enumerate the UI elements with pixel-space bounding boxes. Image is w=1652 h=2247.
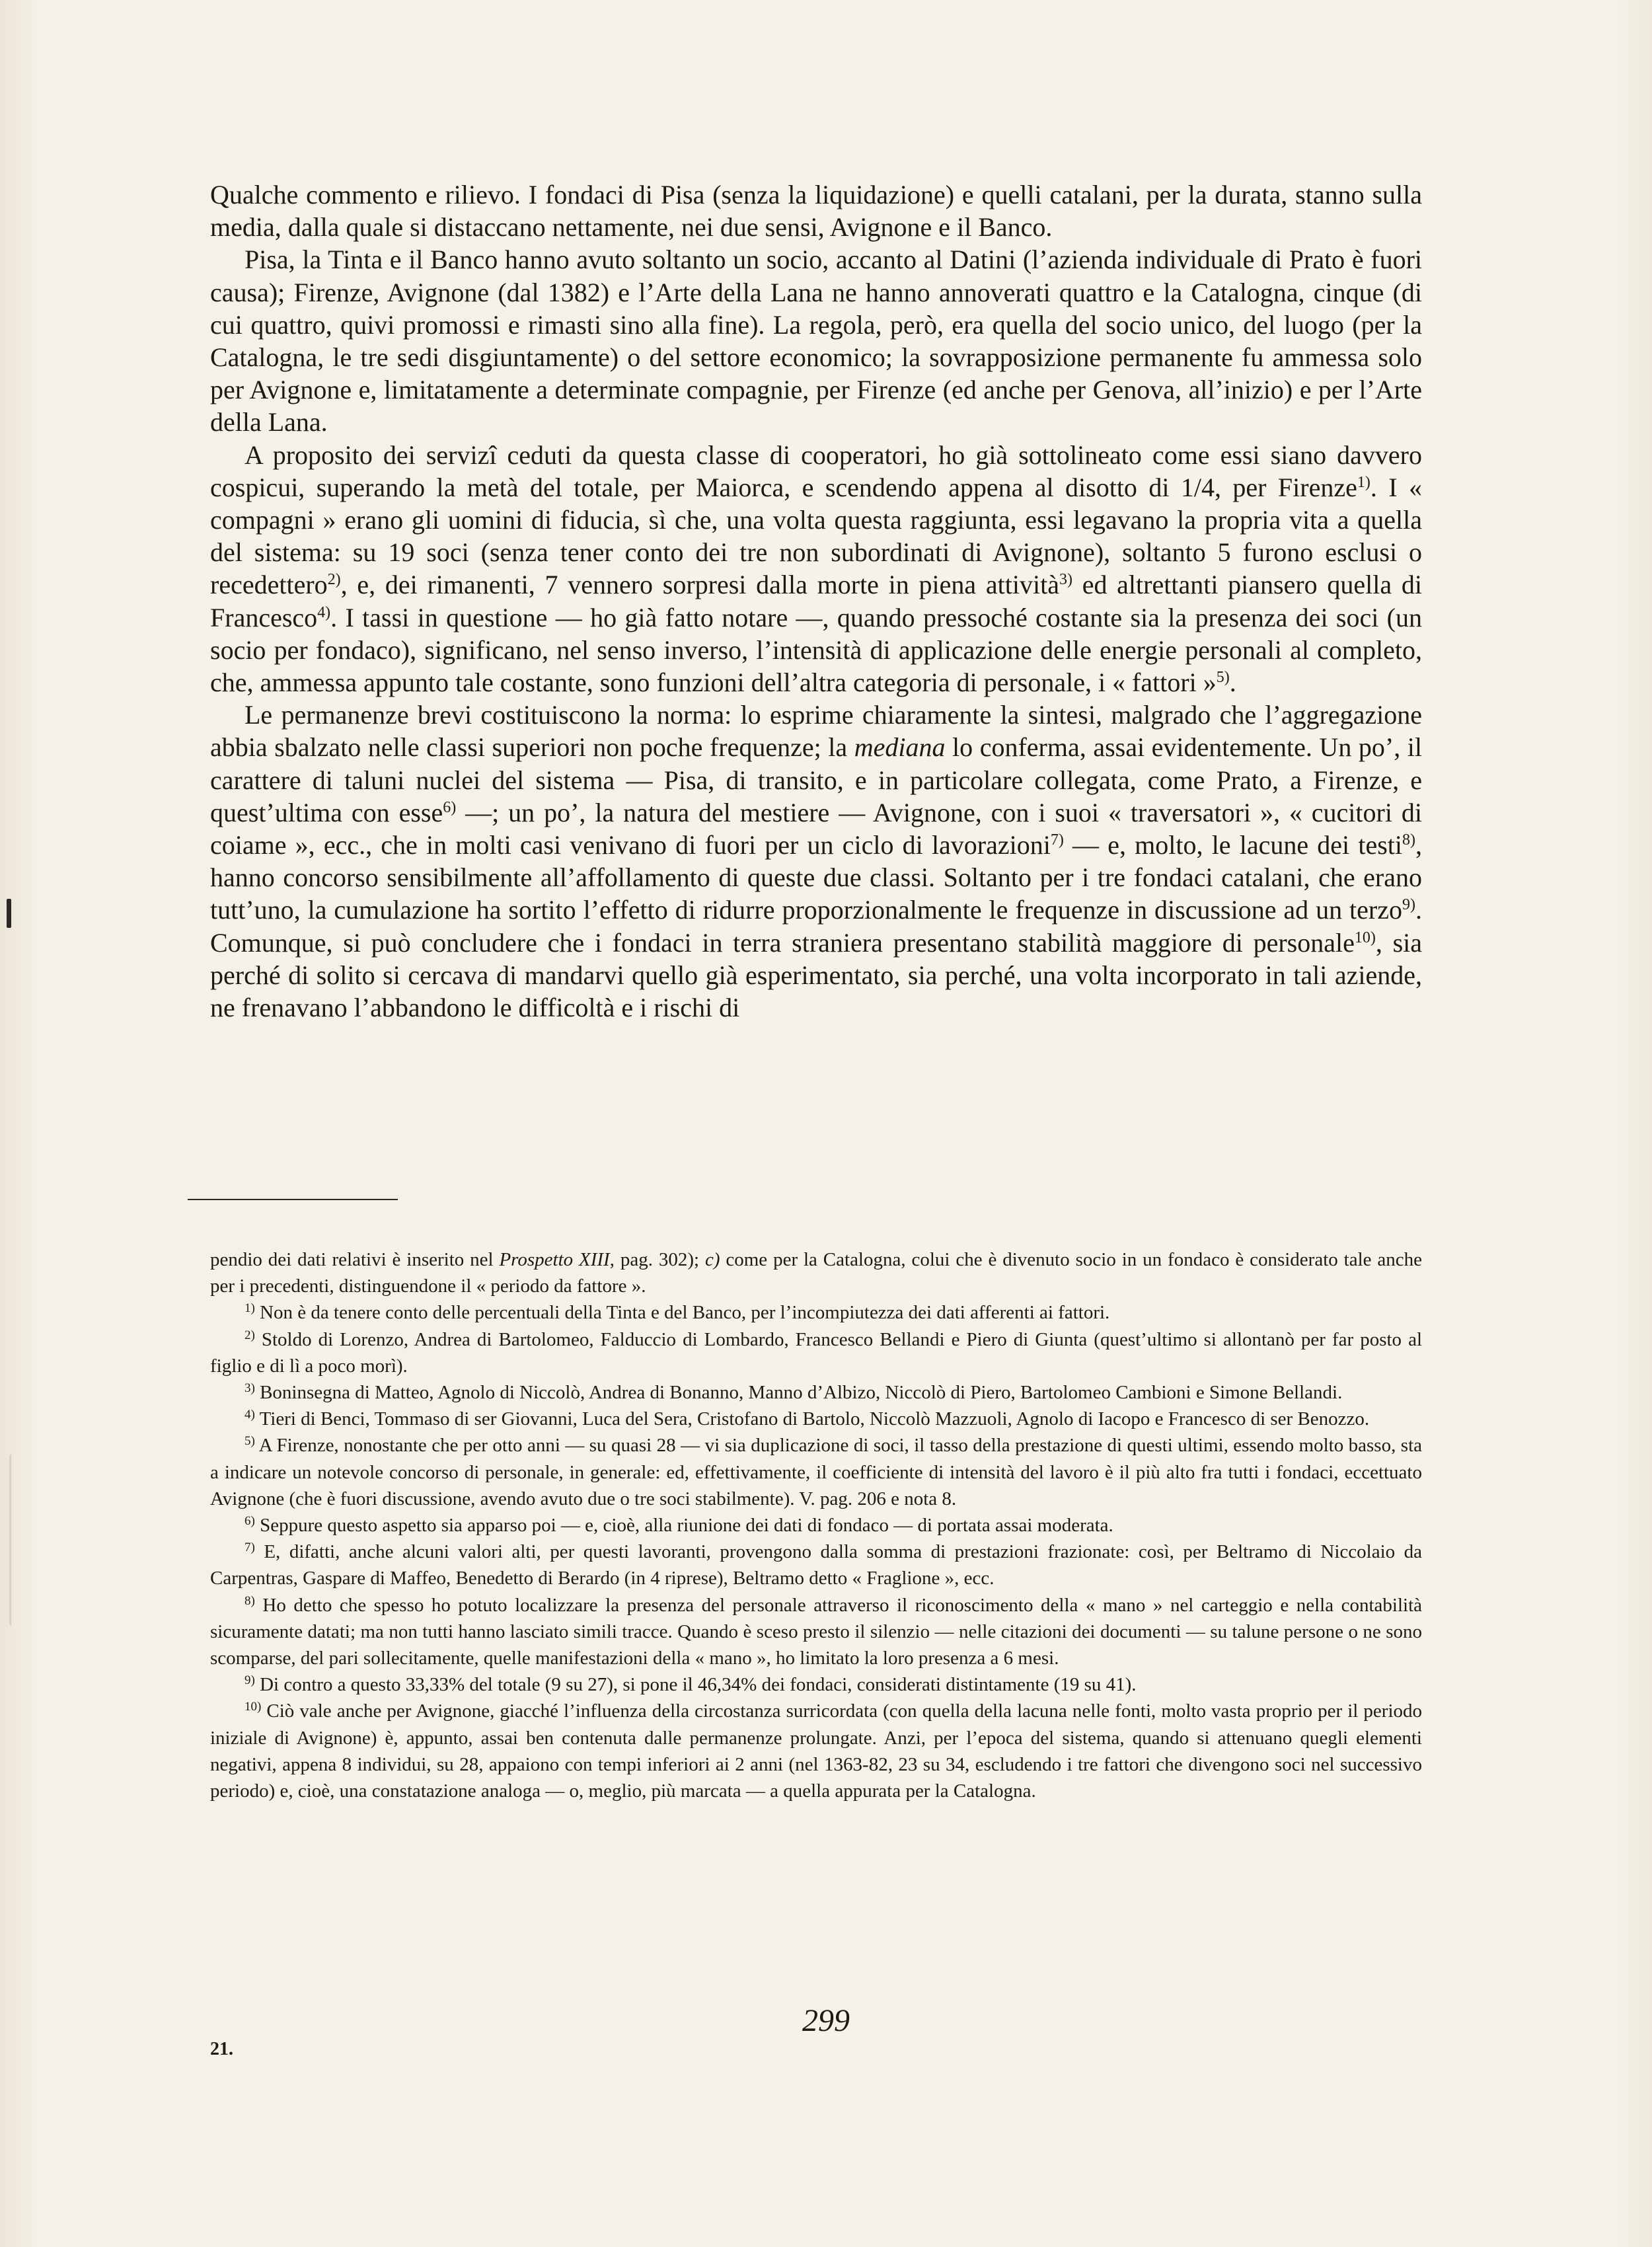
footnote-text: Stoldo di Lorenzo, Andrea di Bartolomeo, Falduccio di Lombardo, Francesco Bellandi e Piero di Giunta (quest’ultimo si allontanò per far posto al figlio e di lì a poco morì). bbox=[210, 1328, 1422, 1377]
paragraph-text: . I tassi in questione — ho già fatto notare —, quando pressoché costante sia la presenza dei soci (un socio per fondaco), significano, nel senso inverso, l’intensità di applicazione delle energie personali al completo, che, ammessa appunto tale costante, sono funzioni dell’altra categoria di personale, i « fattori » bbox=[210, 602, 1422, 698]
footnote-ref[interactable]: 3) bbox=[1059, 571, 1072, 589]
footnote-ref[interactable]: 4) bbox=[317, 603, 331, 621]
paragraph-3 bbox=[210, 439, 1422, 699]
main-text bbox=[210, 178, 1422, 1024]
footnote-text: E, difatti, anche alcuni valori alti, per questi lavoranti, provengono dalla somma di prestazioni frazionate: così, per Beltramo di Niccolaio da Carpentras, Gaspare di Maffeo, Benedetto di Berardo (in 4 riprese), Beltramo detto « Fraglione », ecc. bbox=[210, 1541, 1423, 1589]
footnote-mark: 9) bbox=[244, 1673, 255, 1688]
fraction: 1/4, bbox=[1180, 472, 1221, 502]
paragraph-text: . I « compagni » erano gli uomini di fiducia, sì che, una volta questa raggiunta, essi legavano la propria vita a quella del sistema: su 19 soci (senza tener conto dei tre non subordinati di Avignone), soltanto 5 furono esclusi o recedettero bbox=[210, 472, 1423, 600]
paragraph-text: Pisa, la Tinta e il Banco hanno avuto soltanto un socio, accanto al Datini (l’azienda individuale di Prato è fuori causa); Firenze, Avignone (dal 1382) e l’Arte della Lana ne hanno annoverati quattro e la Catalogna, cinque (di cui quattro, quivi promossi e rimasti sino alla fine). La regola, però, era quella del socio unico, del luogo (per la Catalogna, le tre sedi disgiuntamente) o del settore economico; la sovrapposizione permanente fu ammessa solo per Avignone e, limitatamente a determinate compagnie, per Firenze (ed anche per Genova, all’inizio) e per l’Arte della Lana. bbox=[210, 245, 1422, 438]
paragraph-text: Qualche commento e rilievo. I fondaci di Pisa (senza la liquidazione) e quelli catalani, per la durata, stanno sulla media, dalla quale si distaccano nettamente, nei due sensi, Avignone e il Banco. bbox=[210, 180, 1422, 243]
footnote-mark: 6) bbox=[244, 1514, 255, 1529]
signature-mark: 21. bbox=[210, 2039, 233, 2059]
footnote-2 bbox=[210, 1326, 1422, 1379]
paragraph-text: . Comunque, si può concludere che i fondaci in terra straniera presentano stabilità maggiore di personale bbox=[210, 895, 1422, 958]
footnote-text: Non è da tenere conto delle percentuali della Tinta e del Banco, per l’incompiutezza dei dati afferenti ai fattori. bbox=[260, 1302, 1110, 1324]
footnote-6 bbox=[210, 1512, 1422, 1539]
paragraph-text: A proposito dei servizî ceduti da questa classe di cooperatori, ho già sottolineato come essi siano davvero cospicui, superando la metà del totale, per Maiorca, e scendendo appena al disotto di bbox=[210, 439, 1422, 502]
footnote-7 bbox=[210, 1539, 1422, 1591]
paragraph-text: Le permanenze brevi costituiscono la norma: lo esprime chiaramente la sintesi, malgrado che l’aggregazione abbia sbalzato nelle classi superiori non poche frequenze; la bbox=[210, 700, 1422, 763]
footnote-ref[interactable]: 1) bbox=[1357, 473, 1370, 491]
footnote-ref[interactable]: 8) bbox=[1402, 831, 1415, 849]
binding-thread bbox=[9, 1454, 15, 1626]
footnote-1 bbox=[210, 1299, 1422, 1326]
paragraph-text: , hanno concorso sensibilmente all’affollamento di queste due classi. Soltanto per i tre fondaci catalani, che erano tutt’uno, la cumulazione ha sortito l’effetto di ridurre proporzionalmente le frequenze in discussione ad un terzo bbox=[210, 830, 1422, 925]
page-number: 299 bbox=[802, 2003, 850, 2038]
footnote-text: Di contro a questo 33,33% del totale (9 su 27), si pone il 46,34% dei fondaci, considerati distintamente (19 su 41). bbox=[260, 1674, 1137, 1696]
footnote-text: Tieri di Benci, Tommaso di ser Giovanni, Luca del Sera, Cristofano di Bartolo, Niccolò Mazzuoli, Agnolo di Iacopo e Francesco di ser Benozzo. bbox=[259, 1408, 1370, 1430]
footnote-5 bbox=[210, 1432, 1422, 1512]
footnote-text: come per la Catalogna, colui che è divenuto socio in un fondaco è considerato tale anche per i precedenti, distinguendone il « periodo da fattore ». bbox=[210, 1249, 1422, 1297]
footnote-mark: 1) bbox=[244, 1301, 255, 1316]
paragraph-text: ed altrettanti piansero quella di Francesco bbox=[210, 570, 1423, 632]
footnote-ref[interactable]: 7) bbox=[1050, 831, 1064, 849]
paragraph-4 bbox=[210, 699, 1422, 1024]
paragraph-text: per Firenze bbox=[1232, 472, 1357, 502]
footnote-continuation bbox=[210, 1246, 1422, 1299]
footnote-ref[interactable]: 5) bbox=[1216, 669, 1230, 687]
footnote-text: Boninsegna di Matteo, Agnolo di Niccolò, Andrea di Bonanno, Manno d’Albizo, Niccolò di Piero, Bartolomeo Cambioni e Simone Bellandi. bbox=[260, 1382, 1343, 1404]
paragraph-text: , sia perché di solito si cercava di mandarvi quello già esperimentato, sia perché, una volta incorporato in tali aziende, ne frenavano l’abbandono le difficoltà e i rischi di bbox=[210, 927, 1423, 1023]
paragraph-text: —; un po’, la natura del mestiere — Avignone, con i suoi « traversatori », « cucitori di coiame », ecc., che in molti casi venivano di fuori per un ciclo di lavorazioni bbox=[210, 797, 1423, 860]
paragraph-text: . bbox=[1229, 667, 1236, 698]
footnote-3 bbox=[210, 1379, 1422, 1406]
footnote-mark: 5) bbox=[244, 1434, 255, 1449]
paragraph-text: — e, molto, le lacune dei testi bbox=[1063, 830, 1402, 860]
footnote-divider bbox=[188, 1199, 398, 1200]
footnote-text: Seppure questo aspetto sia apparso poi — e, cioè, alla riunione dei dati di fondaco — di portata assai moderata. bbox=[260, 1515, 1113, 1537]
footnotes bbox=[210, 1246, 1422, 1804]
footnote-9 bbox=[210, 1671, 1422, 1698]
footnote-mark: 3) bbox=[244, 1381, 255, 1396]
footnote-4 bbox=[210, 1406, 1422, 1432]
footnote-text: Ciò vale anche per Avignone, giacché l’influenza della circostanza surricordata (con quella della lacuna nelle fonti, molto vasta proprio per il periodo iniziale di Avignone) è, appunto, assai ben contenuta dalle permanenze prolungate. Anzi, per l’epoca del sistema, quando si attenuano quegli elementi negativi, appena 8 individui, su 28, appaiono con tempi inferiori ai 2 anni (nel 1363-82, 23 su 34, escludendo i tre fattori che divengono soci nel successivo periodo) e, cioè, una constatazione analoga — o, meglio, più marcata — a quella appurata per la Catalogna. bbox=[210, 1700, 1423, 1802]
paragraph-text: lo conferma, assai evidentemente. Un po’, il carattere di taluni nuclei del sistema — Pisa, di transito, e in particolare collegata, come Prato, a Firenze, e quest’ultima con esse bbox=[210, 732, 1422, 827]
footnote-mark: 7) bbox=[244, 1541, 255, 1555]
paragraph-2 bbox=[210, 243, 1422, 438]
footnote-text: , pag. 302); bbox=[609, 1249, 705, 1270]
footnote-ref[interactable]: 2) bbox=[327, 571, 341, 589]
emphasis-mediana: mediana bbox=[854, 732, 946, 763]
footnote-10 bbox=[210, 1698, 1422, 1804]
footnote-ref[interactable]: 6) bbox=[443, 798, 457, 816]
footnote-mark: 2) bbox=[244, 1328, 255, 1342]
paragraph-1 bbox=[210, 178, 1422, 243]
footnote-emphasis: Prospetto XIII bbox=[499, 1249, 610, 1270]
paragraph-text: , e, dei rimanenti, 7 vennero sorpresi dalla morte in piena attività bbox=[340, 570, 1059, 600]
footnote-emphasis: c) bbox=[704, 1249, 720, 1270]
footnote-mark: 10) bbox=[244, 1700, 262, 1714]
footnote-text: pendio dei dati relativi è inserito nel bbox=[210, 1249, 500, 1270]
binding-mark bbox=[7, 899, 11, 928]
footnote-text: Ho detto che spesso ho potuto localizzare la presenza del personale attraverso il riconoscimento della « mano » nel carteggio e nella contabilità sicuramente datati; ma non tutti hanno lasciato simili tracce. Quando è sceso presto il silenzio — nelle citazioni dei documenti — su talune persone o ne sono scomparse, del pari sollecitamente, quelle manifestazioni della « mano », ho limitato la loro presenza a 6 mesi. bbox=[210, 1594, 1423, 1669]
footnote-8 bbox=[210, 1592, 1422, 1672]
footnote-mark: 4) bbox=[244, 1408, 255, 1422]
footnote-ref[interactable]: 10) bbox=[1354, 929, 1376, 946]
footnote-mark: 8) bbox=[244, 1593, 255, 1608]
footnote-text: A Firenze, nonostante che per otto anni — su quasi 28 — vi sia duplicazione di soci, il tasso della prestazione di questi ultimi, essendo molto basso, sta a indicare un notevole concorso di personale, in generale: ed, effettivamente, il coefficiente di intensità del lavoro è il più alto fra tutti i fondaci, eccettuato Avignone (che è fuori discussione, avendo avuto due o tre soci stabilmente). V. pag. 206 e nota 8. bbox=[210, 1435, 1423, 1509]
footnote-ref[interactable]: 9) bbox=[1402, 896, 1415, 914]
